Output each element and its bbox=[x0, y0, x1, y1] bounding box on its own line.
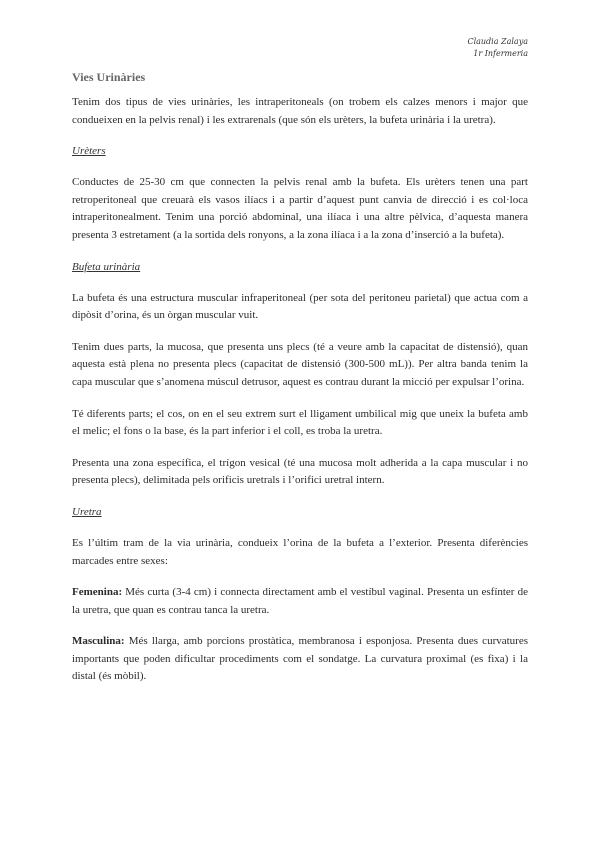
intro-paragraph: Tenim dos tipus de vies urinàries, les intraperitoneals (on trobem els calzes menors i major que condueixen en la pelvis renal) i les extrarenals (que són els urèters, la bufeta urinària i la uretra). bbox=[72, 96, 528, 126]
masculina-paragraph bbox=[72, 633, 528, 686]
course-name: 1r Infermeria bbox=[473, 49, 528, 58]
bufeta-paragraph-1: La bufeta és una estructura muscular infraperitoneal (per sota del peritoneu parietal) que actua com a dipòsit d’orina, és un òrgan muscular vuit. bbox=[72, 291, 528, 322]
bufeta-paragraph-3: Té diferents parts; el cos, on en el seu extrem surt el lligament umbilical mig que uneix la bufeta amb el melic; el fons o la base, és la part inferior i el coll, es troba la uretra. bbox=[72, 407, 528, 438]
section-heading-uretra: Uretra bbox=[72, 505, 102, 518]
masculina-label: Masculina: bbox=[72, 635, 125, 648]
page-header bbox=[467, 36, 528, 60]
section-heading-ureters: Urèters bbox=[72, 145, 106, 158]
femenina-text: Més curta (3-4 cm) i connecta directament amb el vestíbul vaginal. Presenta un esfínter de la uretra, que quan es contrau tanca la uretra. bbox=[72, 586, 528, 616]
bufeta-paragraph-4: Presenta una zona específica, el trígon vesical (té una mucosa molt adherida a la capa muscular i no presenta plecs), delimitada pels orificis uretrals i l’orifici uretral intern. bbox=[72, 456, 528, 487]
page-title: Vies Urinàries bbox=[72, 70, 146, 84]
author-name: Claudia Zalaya bbox=[467, 37, 528, 46]
document-body bbox=[72, 70, 528, 700]
masculina-text: Més llarga, amb porcions prostàtica, membranosa i esponjosa. Presenta dues curvatures importants que poden dificultar procediments com el sondatge. La curvatura proximal (es fixa) i la distal (és mòbil). bbox=[72, 635, 528, 683]
section-heading-bufeta: Bufeta urinària bbox=[72, 260, 141, 273]
femenina-paragraph bbox=[72, 584, 528, 619]
femenina-label: Femenina: bbox=[72, 586, 123, 599]
bufeta-paragraph-2: Tenim dues parts, la mucosa, que presenta uns plecs (té a veure amb la capacitat de distensió), quan aquesta està plena no presenta plecs (capacitat de distensió (300-500 mL)). Per altra banda tenim la capa muscular que s’anomena múscul detrusor, aquest es contrau durant la micció per expulsar l’orina. bbox=[72, 340, 528, 388]
uretra-paragraph: Es l’últim tram de la via urinària, condueix l’orina de la bufeta a l’exterior. Presenta diferències marcades entre sexes: bbox=[72, 536, 528, 567]
ureters-paragraph: Conductes de 25-30 cm que connecten la pelvis renal amb la bufeta. Els urèters tenen una part retroperitoneal que creuarà els vasos ilíacs i a partir d’aquest punt canvia de direcció i es col·loca intraperitonealment. Tenim una porció abdominal, una ilíaca i una altre pèlvica, d’aquesta manera presenta 3 estretament (a la sortida dels ronyons, a la zona ilíaca i a la zona d’inserció a la bufeta). bbox=[72, 176, 528, 241]
